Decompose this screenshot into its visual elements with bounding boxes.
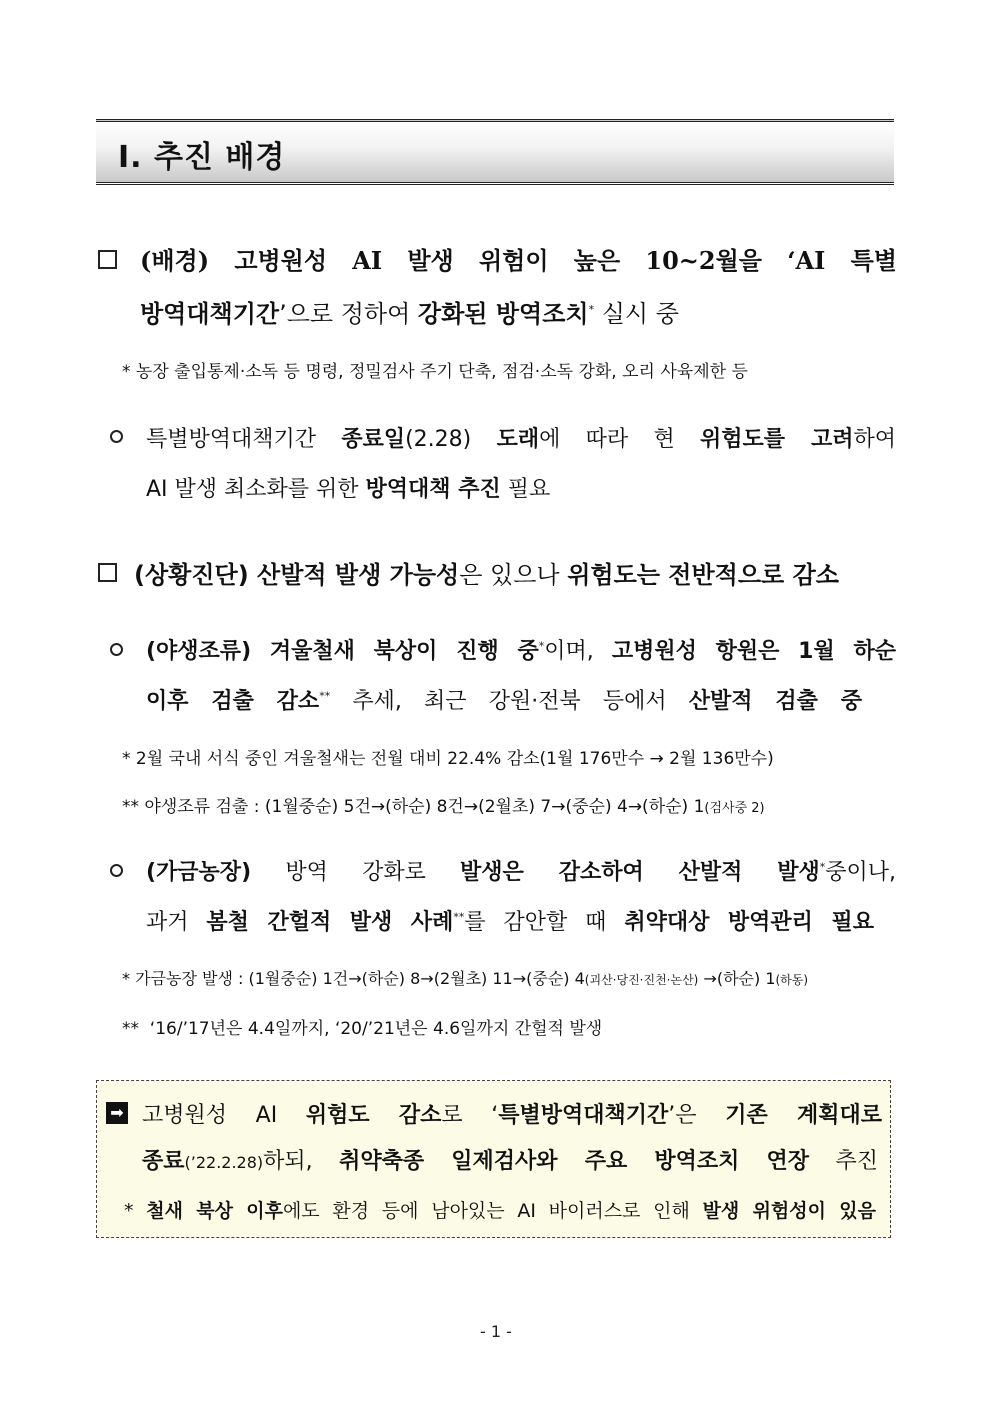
- circle-bullet-icon: [110, 864, 123, 877]
- s2-wild-note2-b: (검사중 2): [704, 801, 765, 816]
- s2-farm-note1-d: (하동): [775, 973, 809, 987]
- circle-bullet-icon: [110, 643, 123, 656]
- s2-farm-line2-d: 취약대상 방역관리 필요: [624, 910, 874, 935]
- s2-line1-c: 위험도는 전반적으로 감소: [567, 561, 839, 589]
- checkbox-square-icon: [98, 563, 117, 582]
- s1-sub1-line1-a: 특별방역대책기간: [146, 427, 342, 452]
- s2-wild-line1: [146, 634, 896, 665]
- s2-farm-note1: [122, 966, 808, 989]
- s1-line1: [140, 241, 897, 276]
- s2-farm-line1-d: 중이나,: [825, 860, 896, 885]
- s1-sub1-line1-d: 도래: [496, 427, 540, 452]
- s1-sub1-line1-f: 위험도를 고려: [700, 427, 854, 452]
- s1-sub1-line1-g: 하여: [853, 427, 896, 452]
- s1-line2-c: 강화된 방역조치: [417, 300, 589, 328]
- s1-note: * 농장 출입통제·소독 등 명령, 정밀검사 주기 단축, 점검·소독 강화, 오리 사육제한 등: [122, 362, 748, 382]
- s1-line2-d: 실시 중: [594, 300, 679, 328]
- s2-wild-line1-c: 고병원성 항원은 1월 하순: [611, 639, 896, 664]
- s2-wild-line1-a: (야생조류) 겨울철새 북상이 진행 중: [146, 639, 539, 664]
- conclusion-line2-a: 종료: [142, 1149, 185, 1174]
- s2-line1-a: (상황진단) 산발적 발생 가능성: [134, 561, 460, 589]
- s2-farm-note2: ** ‘16/’17년은 4.4일까지, ‘20/’21년은 4.6일까지 간헐적 발생: [122, 1019, 603, 1039]
- conclusion-line1-f: 기존 계획대로: [725, 1103, 882, 1128]
- s2-farm-note1-b: (괴산·당진·진천·논산): [584, 973, 699, 987]
- conclusion-line2-b: (’22.2.28): [184, 1153, 264, 1172]
- s2-wild-note2: [122, 792, 765, 817]
- s1-sub1-line2: [146, 472, 550, 503]
- conclusion-line3-d: 발생 위험성이 있음: [702, 1200, 876, 1222]
- s2-line1-b: 은 있으나: [459, 561, 568, 589]
- circle-bullet-icon: [110, 430, 123, 443]
- s2-wild-line2-b: 추세, 최근 강원·전북 등에서: [330, 689, 689, 714]
- s1-sub1-line2-b: 방역대책 추진: [365, 477, 501, 502]
- s2-wild-line2-a: 이후 검출 감소: [146, 689, 320, 714]
- s2-farm-line1: [146, 855, 896, 886]
- s2-farm-note1-a: * 가금농장 발생 : (1월중순) 1건→(하순) 8→(2월초) 11→(중순) 4: [122, 969, 585, 988]
- conclusion-line2-e: 추진: [809, 1149, 878, 1174]
- conclusion-line1-c: 로 ‘: [441, 1103, 499, 1128]
- conclusion-line2-d: 취약축종 일제검사와 주요 방역조치 연장: [339, 1149, 810, 1174]
- checkbox-square-icon: [98, 250, 117, 269]
- s2-farm-line2-sup: **: [453, 910, 465, 924]
- s1-line1-b: ‘AI 특별: [787, 246, 897, 275]
- s2-farm-line2-a: 과거: [146, 910, 207, 935]
- s2-wild-note2-a: ** 야생조류 검출 : (1월중순) 5건→(하순) 8건→(2월초) 7→(중순) 4→(하순) 1: [122, 797, 705, 817]
- s2-wild-line2-c: 산발적 검출 중: [688, 689, 862, 714]
- arrow-right-icon: ➡: [106, 1102, 128, 1124]
- s1-line1-a: (배경) 고병원성 AI 발생 위험이 높은 10~2월을: [140, 246, 788, 275]
- s2-wild-note1: * 2월 국내 서식 중인 겨울철새는 전월 대비 22.4% 감소(1월 176만수 → 2월 136만수): [122, 749, 774, 769]
- s1-line2-sup: *: [588, 303, 595, 316]
- section-header: [96, 119, 894, 185]
- s2-wild-line1-b: 이며,: [544, 639, 612, 664]
- s1-sub1-line2-a: AI 발생 최소화를 위한: [146, 477, 366, 502]
- conclusion-line3-c: 에도 환경 등에 남아있는 AI 바이러스로 인해: [282, 1200, 703, 1222]
- s2-farm-line1-c: 발생은 감소하여 산발적 발생: [460, 860, 820, 885]
- s2-farm-line2-c: 를 감안할 때: [464, 910, 625, 935]
- s1-sub1-line1-c: (2.28): [405, 427, 497, 452]
- s2-farm-line2-b: 봄철 간헐적 발생 사례: [206, 910, 454, 935]
- s1-sub1-line1: [146, 422, 896, 453]
- conclusion-line2-c: 하되,: [263, 1149, 340, 1174]
- conclusion-line1-e: ’은: [668, 1103, 726, 1128]
- conclusion-line1: [142, 1098, 882, 1129]
- conclusion-line2: [142, 1144, 878, 1175]
- conclusion-line1-d: 특별방역대책기간: [498, 1103, 669, 1128]
- conclusion-line3-a: *: [124, 1200, 147, 1222]
- s2-farm-line1-sup: *: [819, 860, 826, 874]
- s1-sub1-line1-b: 종료일: [341, 427, 406, 452]
- s1-line2-a: 방역대책기간: [140, 300, 280, 328]
- s2-wild-line2: [146, 684, 862, 715]
- conclusion-line1-a: 고병원성 AI: [142, 1103, 306, 1128]
- s2-farm-line2: [146, 905, 874, 936]
- page-number: - 1 -: [480, 1322, 512, 1341]
- conclusion-line3: [124, 1196, 876, 1223]
- s1-line2: [140, 294, 679, 329]
- conclusion-line3-b: 철새 북상 이후: [146, 1200, 283, 1222]
- conclusion-line1-b: 위험도 감소: [305, 1103, 442, 1128]
- s1-sub1-line1-e: 에 따라 현: [539, 427, 700, 452]
- s2-line1: [134, 555, 839, 590]
- s2-farm-line1-a: (가금농장): [146, 860, 252, 885]
- s2-farm-note1-c: →(하순) 1: [698, 969, 776, 988]
- s1-sub1-line2-c: 필요: [500, 477, 551, 502]
- s2-farm-line1-b: 방역 강화로: [251, 860, 461, 885]
- s2-wild-line1-sup: *: [538, 639, 545, 653]
- s2-wild-line2-sup: **: [319, 689, 331, 703]
- section-title: Ⅰ. 추진 배경: [118, 140, 286, 175]
- s1-line2-b: ’으로 정하여: [279, 300, 418, 328]
